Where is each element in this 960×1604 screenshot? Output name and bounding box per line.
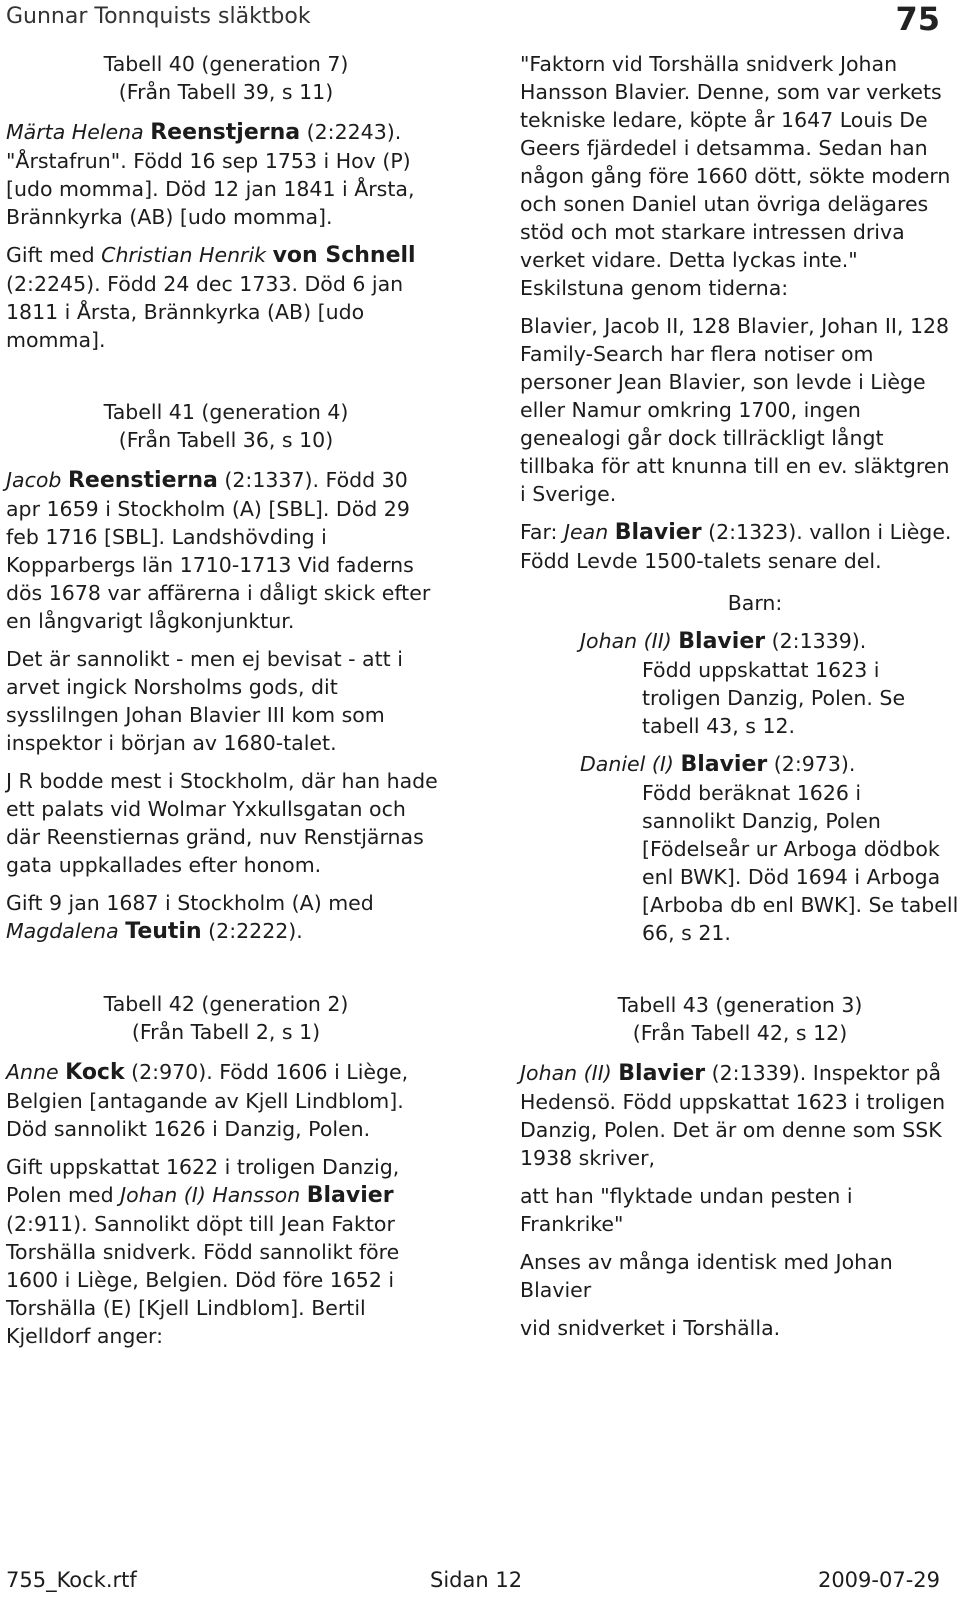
children-label: Barn:: [727, 591, 783, 615]
right-column: [520, 50, 960, 1352]
table-heading-source: (Från Tabell 39, s 11): [118, 80, 334, 104]
table-43-heading: [520, 991, 960, 1047]
table-42-heading: [6, 990, 446, 1046]
child-entry: Daniel (I) Blavier (2:973). Född beräknat 1626 i sannolikt Danzig, Polen [Födelseår ur Arboga dödbok enl BWK]. Död 1694 i Arboga [Arboba db enl BWK]. Se tabell 66, s 21.: [580, 752, 959, 945]
footer-filename: 755_Kock.rtf: [6, 1568, 137, 1592]
note-paragraph: att han "flyktade undan pesten i Frankrike": [520, 1184, 853, 1236]
footer-page: Sidan 12: [430, 1568, 523, 1592]
table-41-heading: [6, 398, 446, 454]
table-heading-source: (Från Tabell 2, s 1): [131, 1020, 321, 1044]
note-paragraph: J R bodde mest i Stockholm, där han hade ett palats vid Wolmar Yxkullsgatan och där Reenstiernas gränd, nuv Renstjärnas gata uppkallades efter honom.: [6, 769, 438, 877]
note-paragraph: Det är sannolikt - men ej bevisat - att i arvet ingick Norsholms gods, dit sysslilngen Johan Blavier III kom som inspektor i början av 1680-talet.: [6, 647, 403, 755]
table-heading-title: Tabell 42 (generation 2): [103, 992, 349, 1016]
left-column: [6, 50, 446, 1360]
spouse-entry: Gift med Christian Henrik von Schnell (2:2245). Född 24 dec 1733. Död 6 jan 1811 i Årsta, Brännkyrka (AB) [udo momma].: [6, 243, 416, 352]
child-entry: Johan (II) Blavier (2:1339). Född uppskattat 1623 i troligen Danzig, Polen. Se tabell 43, s 12.: [580, 629, 906, 738]
footer-date: 2009-07-29: [817, 1568, 940, 1592]
page-number: 75: [895, 0, 940, 38]
note-paragraph: vid snidverket i Torshälla.: [520, 1316, 781, 1340]
table-heading-source: (Från Tabell 36, s 10): [118, 428, 334, 452]
person-entry: Jacob Reenstierna (2:1337). Född 30 apr 1659 i Stockholm (A) [SBL]. Död 29 feb 1716 [SBL]. Landshövding i Kopparbergs län 1710-1713 Vid faderns dös 1678 var affärerna i dåligt skick efter en långvarigt lågkonjunktur.: [6, 468, 431, 633]
table-heading-source: (Från Tabell 42, s 12): [632, 1021, 848, 1045]
spouse-entry: Gift 9 jan 1687 i Stockholm (A) med Magdalena Teutin (2:2222).: [6, 891, 374, 944]
table-40-heading: [6, 50, 446, 106]
person-entry: Anne Kock (2:970). Född 1606 i Liège, Belgien [antagande av Kjell Lindblom]. Död sannolikt 1626 i Danzig, Polen.: [6, 1060, 409, 1141]
person-entry: Johan (II) Blavier (2:1339). Inspektor på Hedensö. Född uppskattat 1623 i troligen Danzig, Polen. Det är om denne som SSK 1938 skriver,: [520, 1061, 946, 1170]
table-heading-title: Tabell 40 (generation 7): [103, 52, 349, 76]
person-entry: Märta Helena Reenstjerna (2:2243). "Årstafrun". Född 16 sep 1753 i Hov (P) [udo momma]. Död 12 jan 1841 i Årsta, Brännkyrka (AB) [udo momma].: [6, 120, 415, 229]
father-entry: Far: Jean Blavier (2:1323). vallon i Liège. Född Levde 1500-talets senare del.: [520, 520, 952, 573]
quote-paragraph: "Faktorn vid Torshälla snidverk Johan Hansson Blavier. Denne, som var verkets tekniske ledare, köpte år 1647 Louis De Geers fjärdedel i detsamma. Sedan han någon gång före 1660 dött, sökte modern och sonen Daniel utan övriga delägares stöd och mot starkare intressen driva verket vidare. Detta lyckas inte." Eskilstuna genom tiderna:: [520, 52, 951, 300]
table-heading-title: Tabell 41 (generation 4): [103, 400, 349, 424]
table-heading-title: Tabell 43 (generation 3): [617, 993, 863, 1017]
spouse-entry: Gift uppskattat 1622 i troligen Danzig, Polen med Johan (I) Hansson Blavier (2:911). Sannolikt döpt till Jean Faktor Torshälla snidverk. Född sannolikt före 1600 i Liège, Belgien. Död före 1652 i Torshälla (E) [Kjell Lindblom]. Bertil Kjelldorf anger:: [6, 1155, 400, 1348]
note-paragraph: Anses av många identisk med Johan Blavier: [520, 1250, 893, 1302]
note-paragraph: Blavier, Jacob II, 128 Blavier, Johan II, 128 Family-Search har flera notiser om personer Jean Blavier, son levde i Liège eller Namur omkring 1700, ingen genealogi går dock tillräckligt långt tillbaka för att knunna till en ev. släktgren i Sverige.: [520, 314, 950, 506]
book-title: Gunnar Tonnquists släktbok: [6, 4, 311, 29]
